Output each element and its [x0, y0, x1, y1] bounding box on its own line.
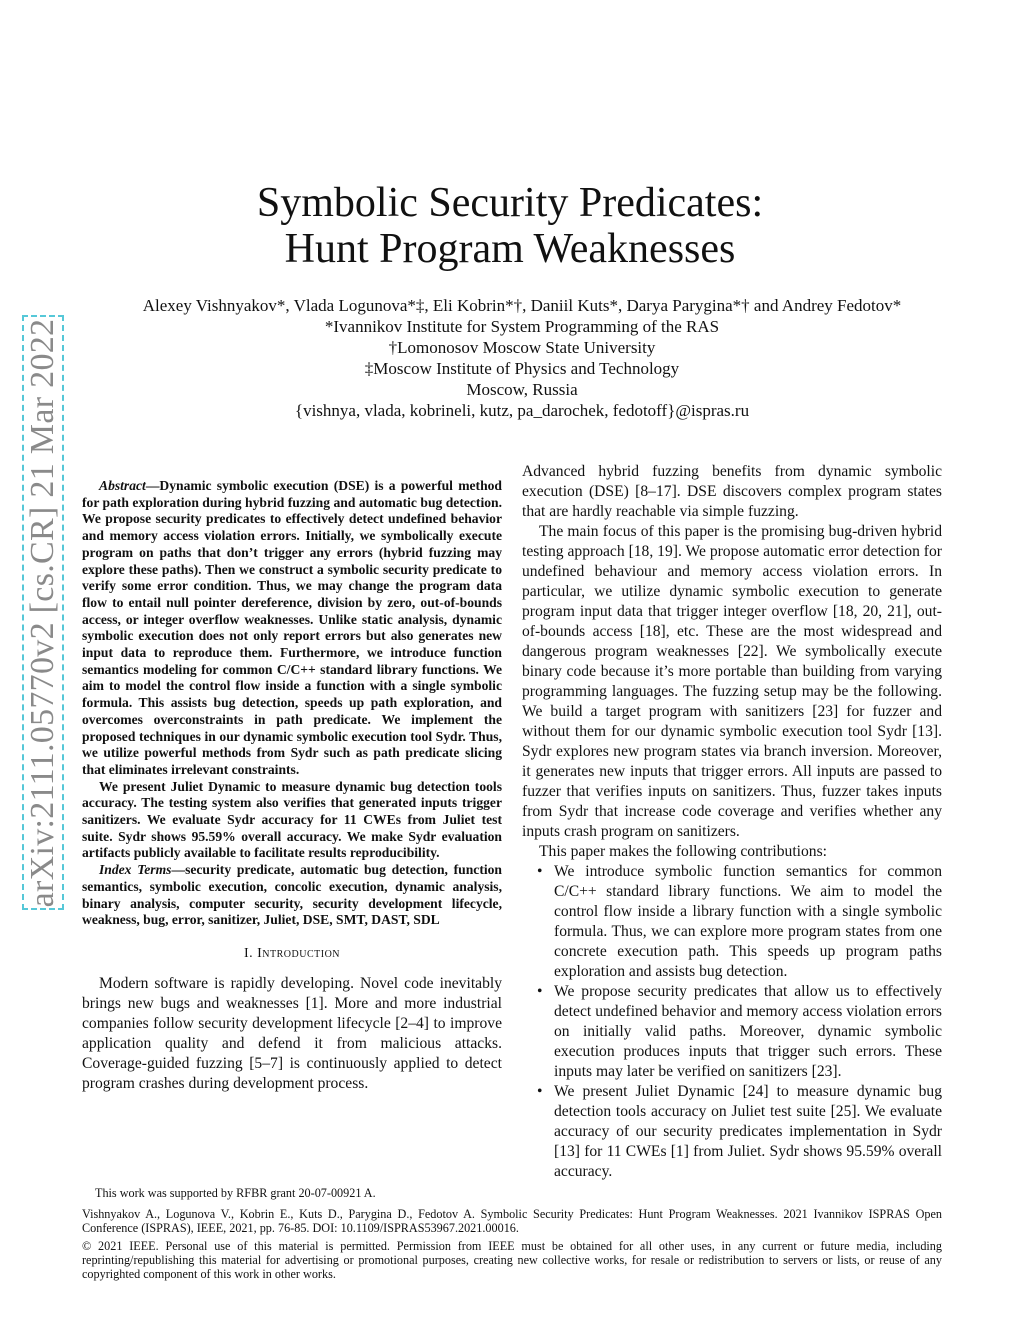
affiliation-3: ‡Moscow Institute of Physics and Technology — [364, 359, 680, 378]
arxiv-identifier: arXiv:2111.05770v2 [cs.CR] 21 Mar 2022 — [24, 318, 61, 907]
abstract — [82, 478, 502, 929]
citation-note: Vishnyakov A., Logunova V., Kobrin E., Kuts D., Parygina D., Fedotov A. Symbolic Security Predicates: Hunt Program Weaknesses. 2021 Ivannikov ISPRAS Open Conference (ISPRAS), IEEE, 2021, pp. 76-85. DOI: 10.1109/ISPRAS53967.2021.00016. — [82, 1207, 942, 1236]
contributions-intro: This paper makes the following contributions: — [539, 843, 827, 860]
intro-paragraph-1: Modern software is rapidly developing. Novel code inevitably brings new bugs and weaknesses [1]. More and more industrial companies follow security development lifecycle [2–4] to improve application quality and defend it from malicious attacks. Coverage-guided fuzzing [5–7] is continuously applied to detect program crashes during development process. — [82, 974, 502, 1092]
left-column — [82, 478, 502, 1094]
affiliation-1: *Ivannikov Institute for System Programming of the RAS — [324, 317, 720, 336]
introduction — [82, 974, 502, 1094]
affiliation-2: †Lomonosov Moscow State University — [388, 338, 656, 357]
abstract-label: Abstract — [99, 478, 146, 493]
abstract-body: —Dynamic symbolic execution (DSE) is a powerful method for path exploration during hybrid fuzzing and automatic bug detection. We propose security predicates to effectively detect undefined behavior and memory access violation errors. Initially, we symbolically execute program on paths that don’t trigger any errors (hybrid fuzzing may explore these paths). Then we construct a symbolic security predicate to verify some error condition. Thus, we may change the program data flow to entail null pointer dereference, division by zero, out-of-bounds access, or integer overflow weaknesses. Unlike static analysis, dynamic symbolic execution does not only report errors but also generates new input data to reproduce them. Furthermore, we introduce function semantics modeling for common C/C++ standard library functions. We aim to model the control flow inside a function with a single symbolic formula. This assists bug detection, speeds up path exploration, and overcomes overconstraints in path predicate. We implement the proposed techniques in our dynamic symbolic execution tool Sydr. Thus, we utilize powerful methods from Sydr such as path predicate slicing that eliminates irrelevant constraints. — [82, 478, 502, 777]
abstract-paragraph-2: We present Juliet Dynamic to measure dynamic bug detection tools accuracy. The testing system also verifies that generated inputs trigger sanitizers. We evaluate Sydr accuracy for 11 CWEs from Juliet test suite. Sydr shows 95.59% overall accuracy. We make Sydr evaluation artifacts publicly available to facilitate results reproducibility. — [82, 778, 502, 861]
affiliation-city: Moscow, Russia — [466, 380, 578, 399]
author-block — [60, 295, 984, 421]
right-column — [522, 462, 942, 1182]
copyright-note: © 2021 IEEE. Personal use of this material is permitted. Permission from IEEE must be obtained for all other uses, in any current or future media, including reprinting/republishing this material for advertising or promotional purposes, creating new collective works, for resale or redistribution to servers or lists, or reuse of any copyrighted component of this work in other works. — [82, 1238, 942, 1282]
right-paragraph-1: Advanced hybrid fuzzing benefits from dynamic symbolic execution (DSE) [8–17]. DSE discovers complex program states that are hardly reachable via simple fuzzing. — [522, 463, 942, 520]
index-terms-label: Index Terms — [99, 862, 172, 878]
section-heading-introduction: I. Introduction — [243, 945, 341, 961]
page-footer — [82, 1207, 942, 1284]
contribution-item: • We present Juliet Dynamic [24] to measure dynamic bug detection tools accuracy on Juliet test suite [25]. We evaluate accuracy of our security predicates implementation in Sydr [13] for 11 CWEs [1] from Juliet. Sydr shows 95.59% overall accuracy. — [522, 1082, 942, 1182]
contribution-item: • We propose security predicates that allow us to effectively detect undefined behavior and memory access violation errors on initially valid paths. Moreover, dynamic symbolic execution produces inputs that trigger such errors. These inputs may later be verified on sanitizers [23]. — [522, 982, 942, 1082]
author-names: Alexey Vishnyakov*, Vlada Logunova*‡, Eli Kobrin*†, Daniil Kuts*, Darya Parygina*† and Andrey Fedotov* — [142, 296, 902, 315]
index-terms: —security predicate, automatic bug detection, function semantics, symbolic execution, concolic execution, dynamic analysis, binary analysis, computer security, security development lifecycle, weakness, bug, error, sanitizer, Juliet, DSE, SMT, DAST, SDL — [82, 862, 502, 928]
contributions-list — [522, 862, 942, 1182]
right-paragraph-2: The main focus of this paper is the promising bug-driven hybrid testing approach [18, 19]. We propose automatic error detection for undefined behaviour and memory access violation errors. In particular, we utilize dynamic symbolic execution to generate program input data that trigger integer overflow [18, 20, 21], out-of-bounds access [18], etc. These are the most widespread and dangerous program weaknesses [22]. We symbolically execute binary code because it’s more portable than building from varying programming languages. The fuzzing setup may be the following. We build a target program with sanitizers [23] for fuzzer and without them for our dynamic symbolic execution tool Sydr [13]. Sydr explores new program states via branch inversion. Moreover, it generates new inputs that trigger errors. All inputs are passed to fuzzer that verifies inputs on sanitizers. Thus, fuzzer takes inputs from Sydr that increase code coverage and verifies whether any inputs crash program on sanitizers. — [522, 523, 942, 840]
funding-footnote: This work was supported by RFBR grant 20-07-00921 A. — [95, 1186, 376, 1200]
title-line-1: Symbolic Security Predicates: — [256, 180, 764, 226]
title-line-2: Hunt Program Weaknesses — [284, 226, 736, 272]
paper-title — [130, 180, 890, 272]
contribution-item: • We introduce symbolic function semantics for common C/C++ standard library functions. We aim to model the control flow inside a library function with a single symbolic formula. Thus, we can explore more program states from one concrete execution path. This speeds up program paths exploration and assists bug detection. — [522, 862, 942, 982]
author-emails: {vishnya, vlada, kobrineli, kutz, pa_darochek, fedotoff}@ispras.ru — [294, 401, 750, 420]
arxiv-stamp — [22, 315, 64, 910]
